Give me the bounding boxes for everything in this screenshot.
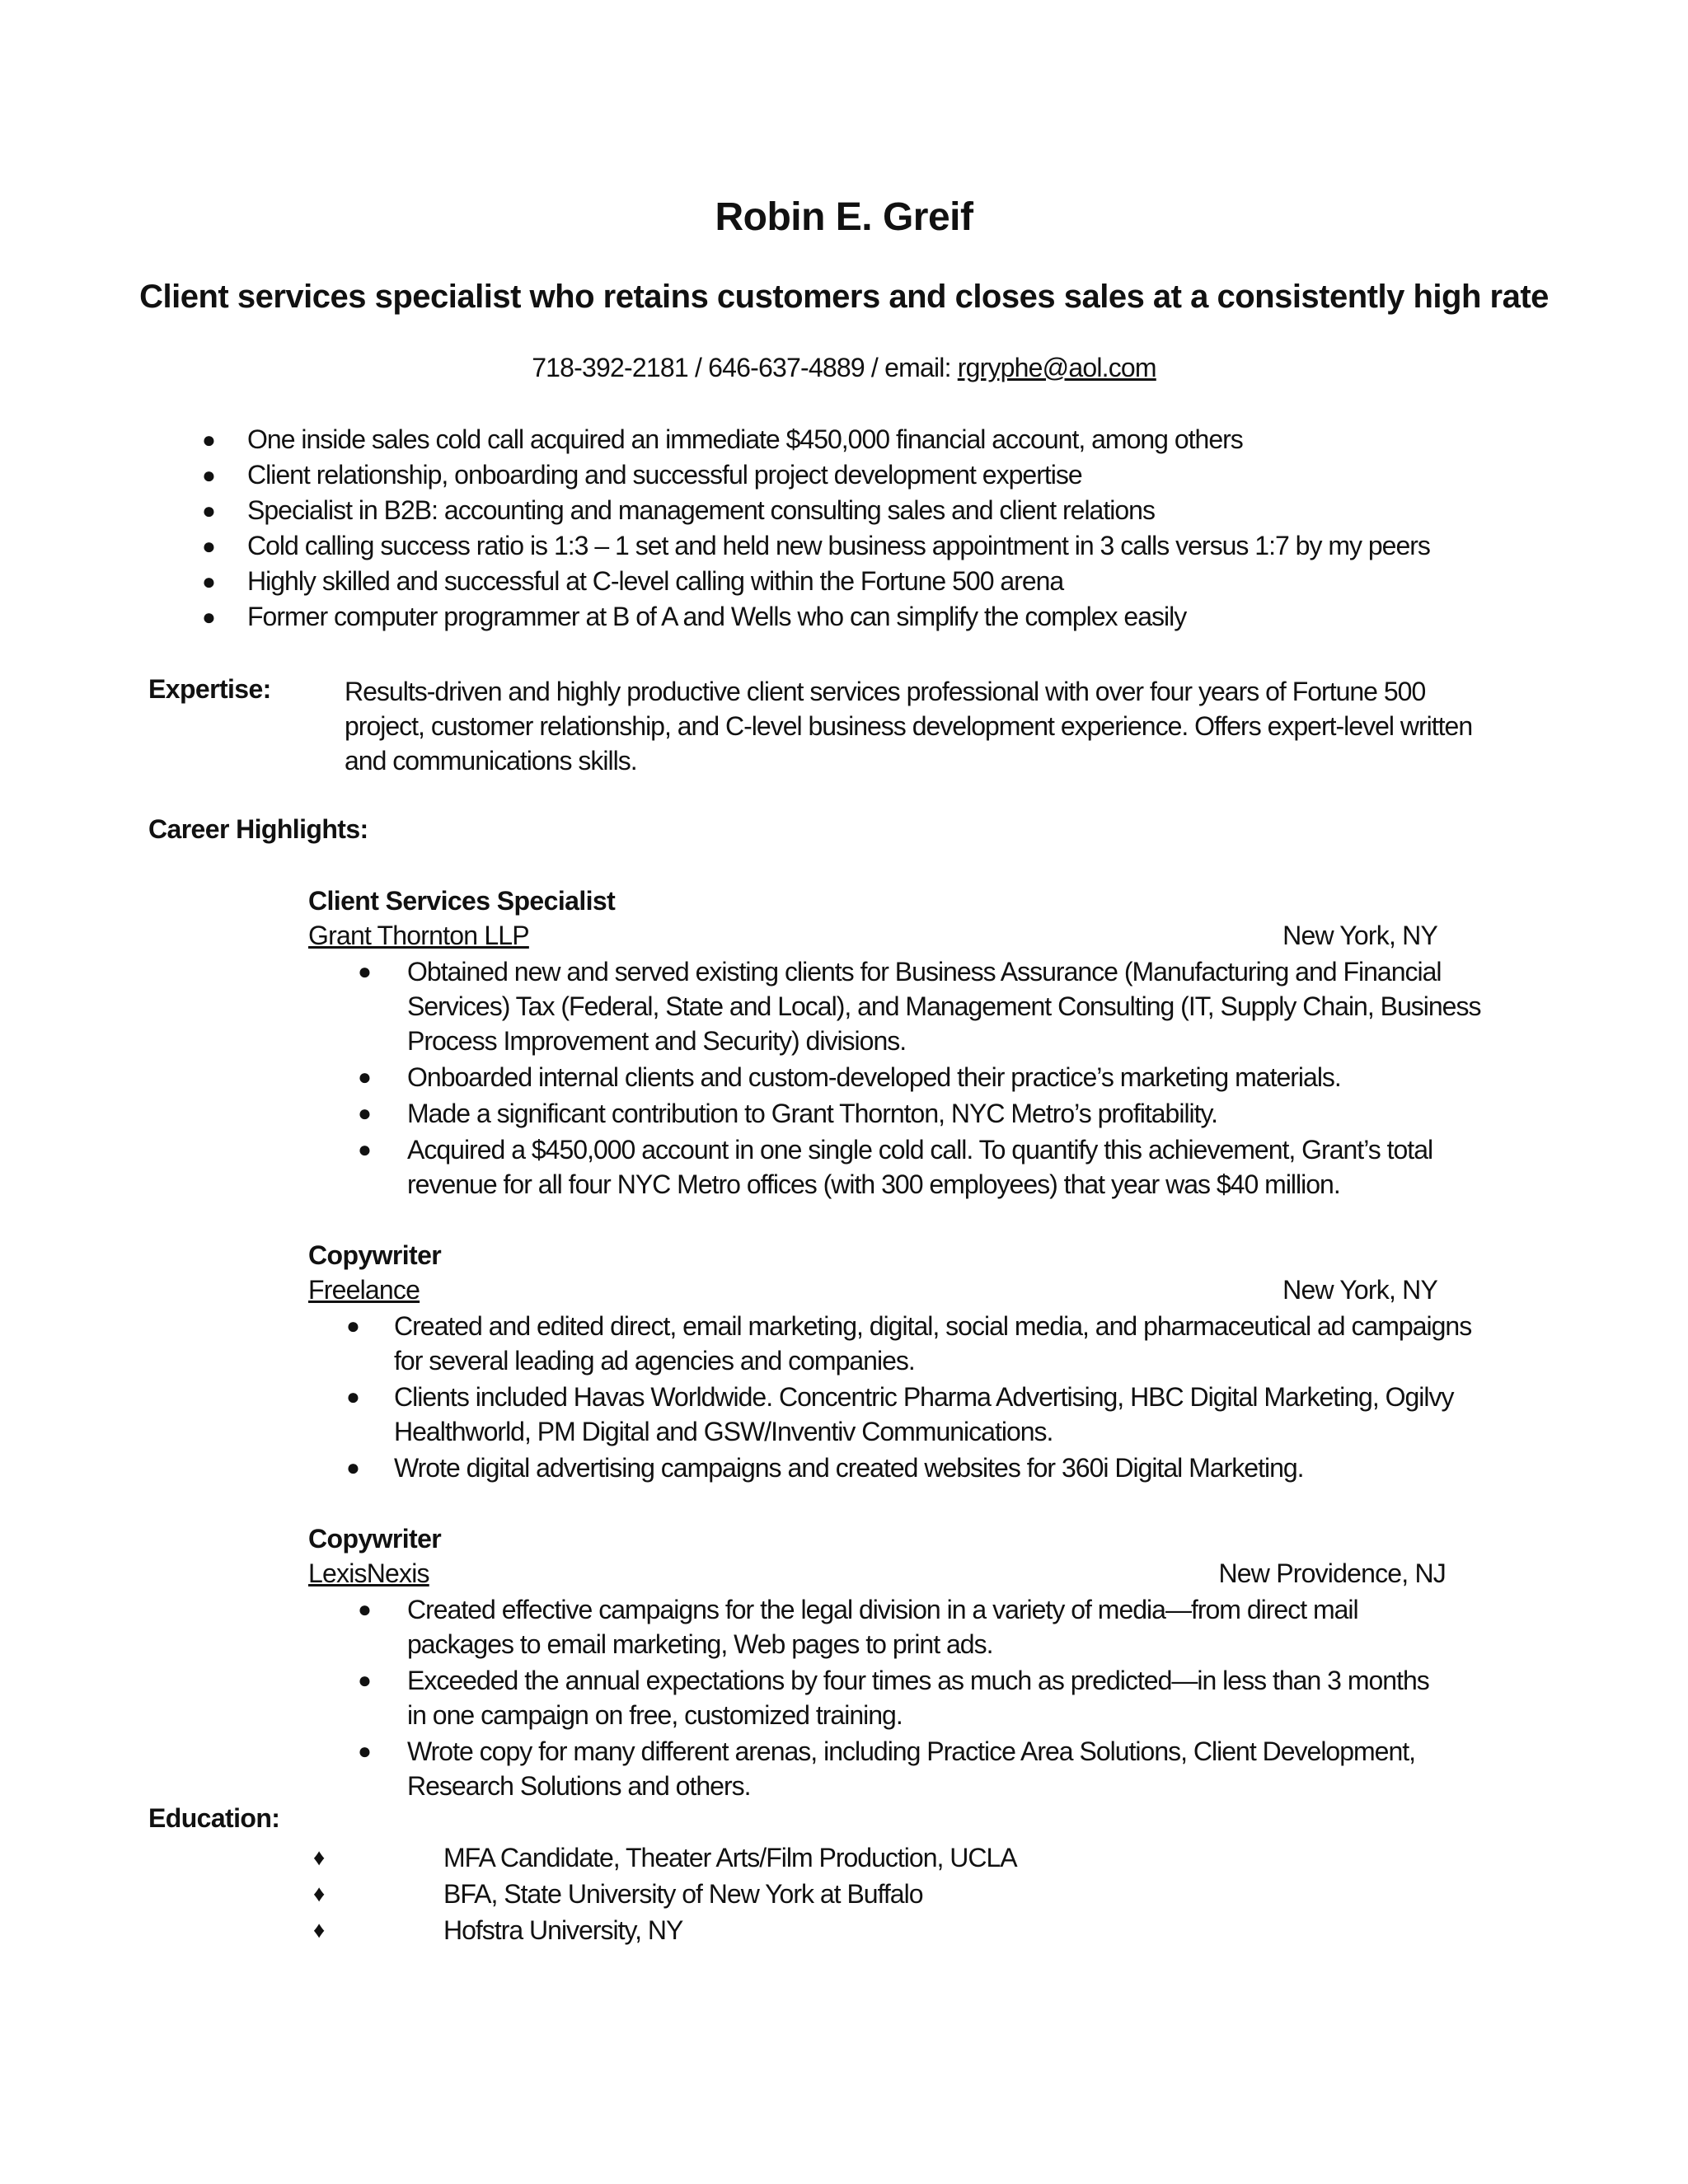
expertise-text: Results-driven and highly productive client services professional with over four years of Fortune 500 project, customer relationship, and C-level business development experience. Offers expert-level written and communications skills. [345, 677, 1473, 776]
career-highlights-label: Career Highlights: [148, 814, 368, 844]
job-bullet: ● Clients included Havas Worldwide. Concentric Pharma Advertising, HBC Digital Marketing, Ogilvy Healthworld, PM Digital and GSW/Inventiv Communications. [308, 1380, 1495, 1449]
summary-item: ● Former computer programmer at B of A and Wells who can simplify the complex easily [247, 599, 1430, 635]
job-bullet: ● Created and edited direct, email marketing, digital, social media, and pharmaceutical ad campaigns for several leading ad agencies and companies. [308, 1309, 1495, 1378]
company-name: Grant Thornton LLP [308, 921, 529, 950]
summary-item: ● Highly skilled and successful at C-level calling within the Fortune 500 arena [247, 564, 1430, 599]
bullet-icon: ● [346, 1384, 359, 1409]
tagline: Client services specialist who retains customers and closes sales at a consistently high rate [139, 279, 1549, 315]
job-company-row [308, 918, 1495, 953]
job-bullets [308, 1592, 1446, 1803]
diamond-bullet-icon: ♦ [313, 1917, 325, 1943]
job-bullets [308, 1309, 1495, 1485]
bullet-icon: ● [358, 1100, 371, 1126]
job-grant-thornton [308, 883, 1495, 1202]
education-label: Education: [148, 1803, 280, 1833]
summary-item: ● Specialist in B2B: accounting and management consulting sales and client relations [247, 493, 1430, 528]
bullet-icon: ● [346, 1455, 359, 1480]
diamond-bullet-icon: ♦ [313, 1844, 325, 1870]
phone-numbers: 718-392-2181 / 646-637-4889 / email: [532, 353, 958, 382]
job-company-row [308, 1556, 1495, 1591]
bullet-icon: ● [358, 1137, 371, 1162]
candidate-name: Robin E. Greif [715, 195, 973, 239]
job-bullet: ● Wrote copy for many different arenas, including Practice Area Solutions, Client Development, Research Solutions and others. [308, 1734, 1446, 1803]
job-company-row [308, 1272, 1495, 1307]
job-location: New York, NY [1282, 1275, 1437, 1305]
job-bullet: ● Exceeded the annual expectations by four times as much as predicted—in less than 3 months in one campaign on free, customized training. [308, 1663, 1446, 1732]
education-list [308, 1840, 1017, 1948]
bullet-icon: ● [202, 533, 215, 559]
job-bullet: ● Created effective campaigns for the legal division in a variety of media—from direct mail packages to email marketing, Web pages to print ads. [308, 1592, 1446, 1661]
job-title: Copywriter [308, 1524, 442, 1554]
job-location: New Providence, NJ [1218, 1558, 1446, 1588]
job-bullet: ● Onboarded internal clients and custom-developed their practice’s marketing materials. [308, 1060, 1495, 1094]
bullet-icon: ● [202, 604, 215, 630]
diamond-bullet-icon: ♦ [313, 1881, 325, 1906]
job-title: Copywriter [308, 1240, 442, 1270]
job-bullet: ● Made a significant contribution to Grant Thornton, NYC Metro’s profitability. [308, 1096, 1495, 1131]
bullet-icon: ● [358, 1667, 371, 1693]
company-name: Freelance [308, 1275, 420, 1305]
education-item: ♦ BFA, State University of New York at Buffalo [308, 1876, 1017, 1912]
bullet-icon: ● [358, 1738, 371, 1764]
summary-list [202, 422, 1430, 635]
bullet-icon: ● [202, 498, 215, 523]
expertise-label: Expertise: [148, 674, 271, 704]
company-name: LexisNexis [308, 1558, 429, 1588]
bullet-icon: ● [202, 462, 215, 488]
education-item: ♦ MFA Candidate, Theater Arts/Film Production, UCLA [308, 1840, 1017, 1876]
job-bullet: ● Wrote digital advertising campaigns and created websites for 360i Digital Marketing. [308, 1451, 1495, 1485]
job-bullet: ● Acquired a $450,000 account in one single cold call. To quantify this achievement, Grant’s total revenue for all four NYC Metro offices (with 300 employees) that year was $40 million. [308, 1132, 1495, 1202]
bullet-icon: ● [202, 569, 215, 594]
education-item: ♦ Hofstra University, NY [308, 1912, 1017, 1948]
contact-line [0, 353, 1688, 383]
job-bullets [308, 954, 1495, 1202]
summary-item: ● Client relationship, onboarding and successful project development expertise [247, 457, 1430, 493]
job-freelance [308, 1238, 1495, 1485]
bullet-icon: ● [358, 958, 371, 984]
email-link[interactable]: rgryphe@aol.com [957, 353, 1156, 382]
bullet-icon: ● [358, 1596, 371, 1622]
summary-item: ● Cold calling success ratio is 1:3 – 1 set and held new business appointment in 3 calls versus 1:7 by my peers [247, 528, 1430, 564]
job-bullet: ● Obtained new and served existing clients for Business Assurance (Manufacturing and Financial Services) Tax (Federal, State and Local), and Management Consulting (IT, Supply Chain, Business Process Improvement and Security) divisions. [308, 954, 1495, 1058]
job-title: Client Services Specialist [308, 886, 616, 916]
summary-item: ● One inside sales cold call acquired an immediate $450,000 financial account, among others [247, 422, 1430, 457]
bullet-icon: ● [346, 1313, 359, 1338]
job-location: New York, NY [1282, 921, 1437, 950]
job-lexisnexis [308, 1521, 1495, 1803]
bullet-icon: ● [202, 427, 215, 452]
bullet-icon: ● [358, 1064, 371, 1090]
